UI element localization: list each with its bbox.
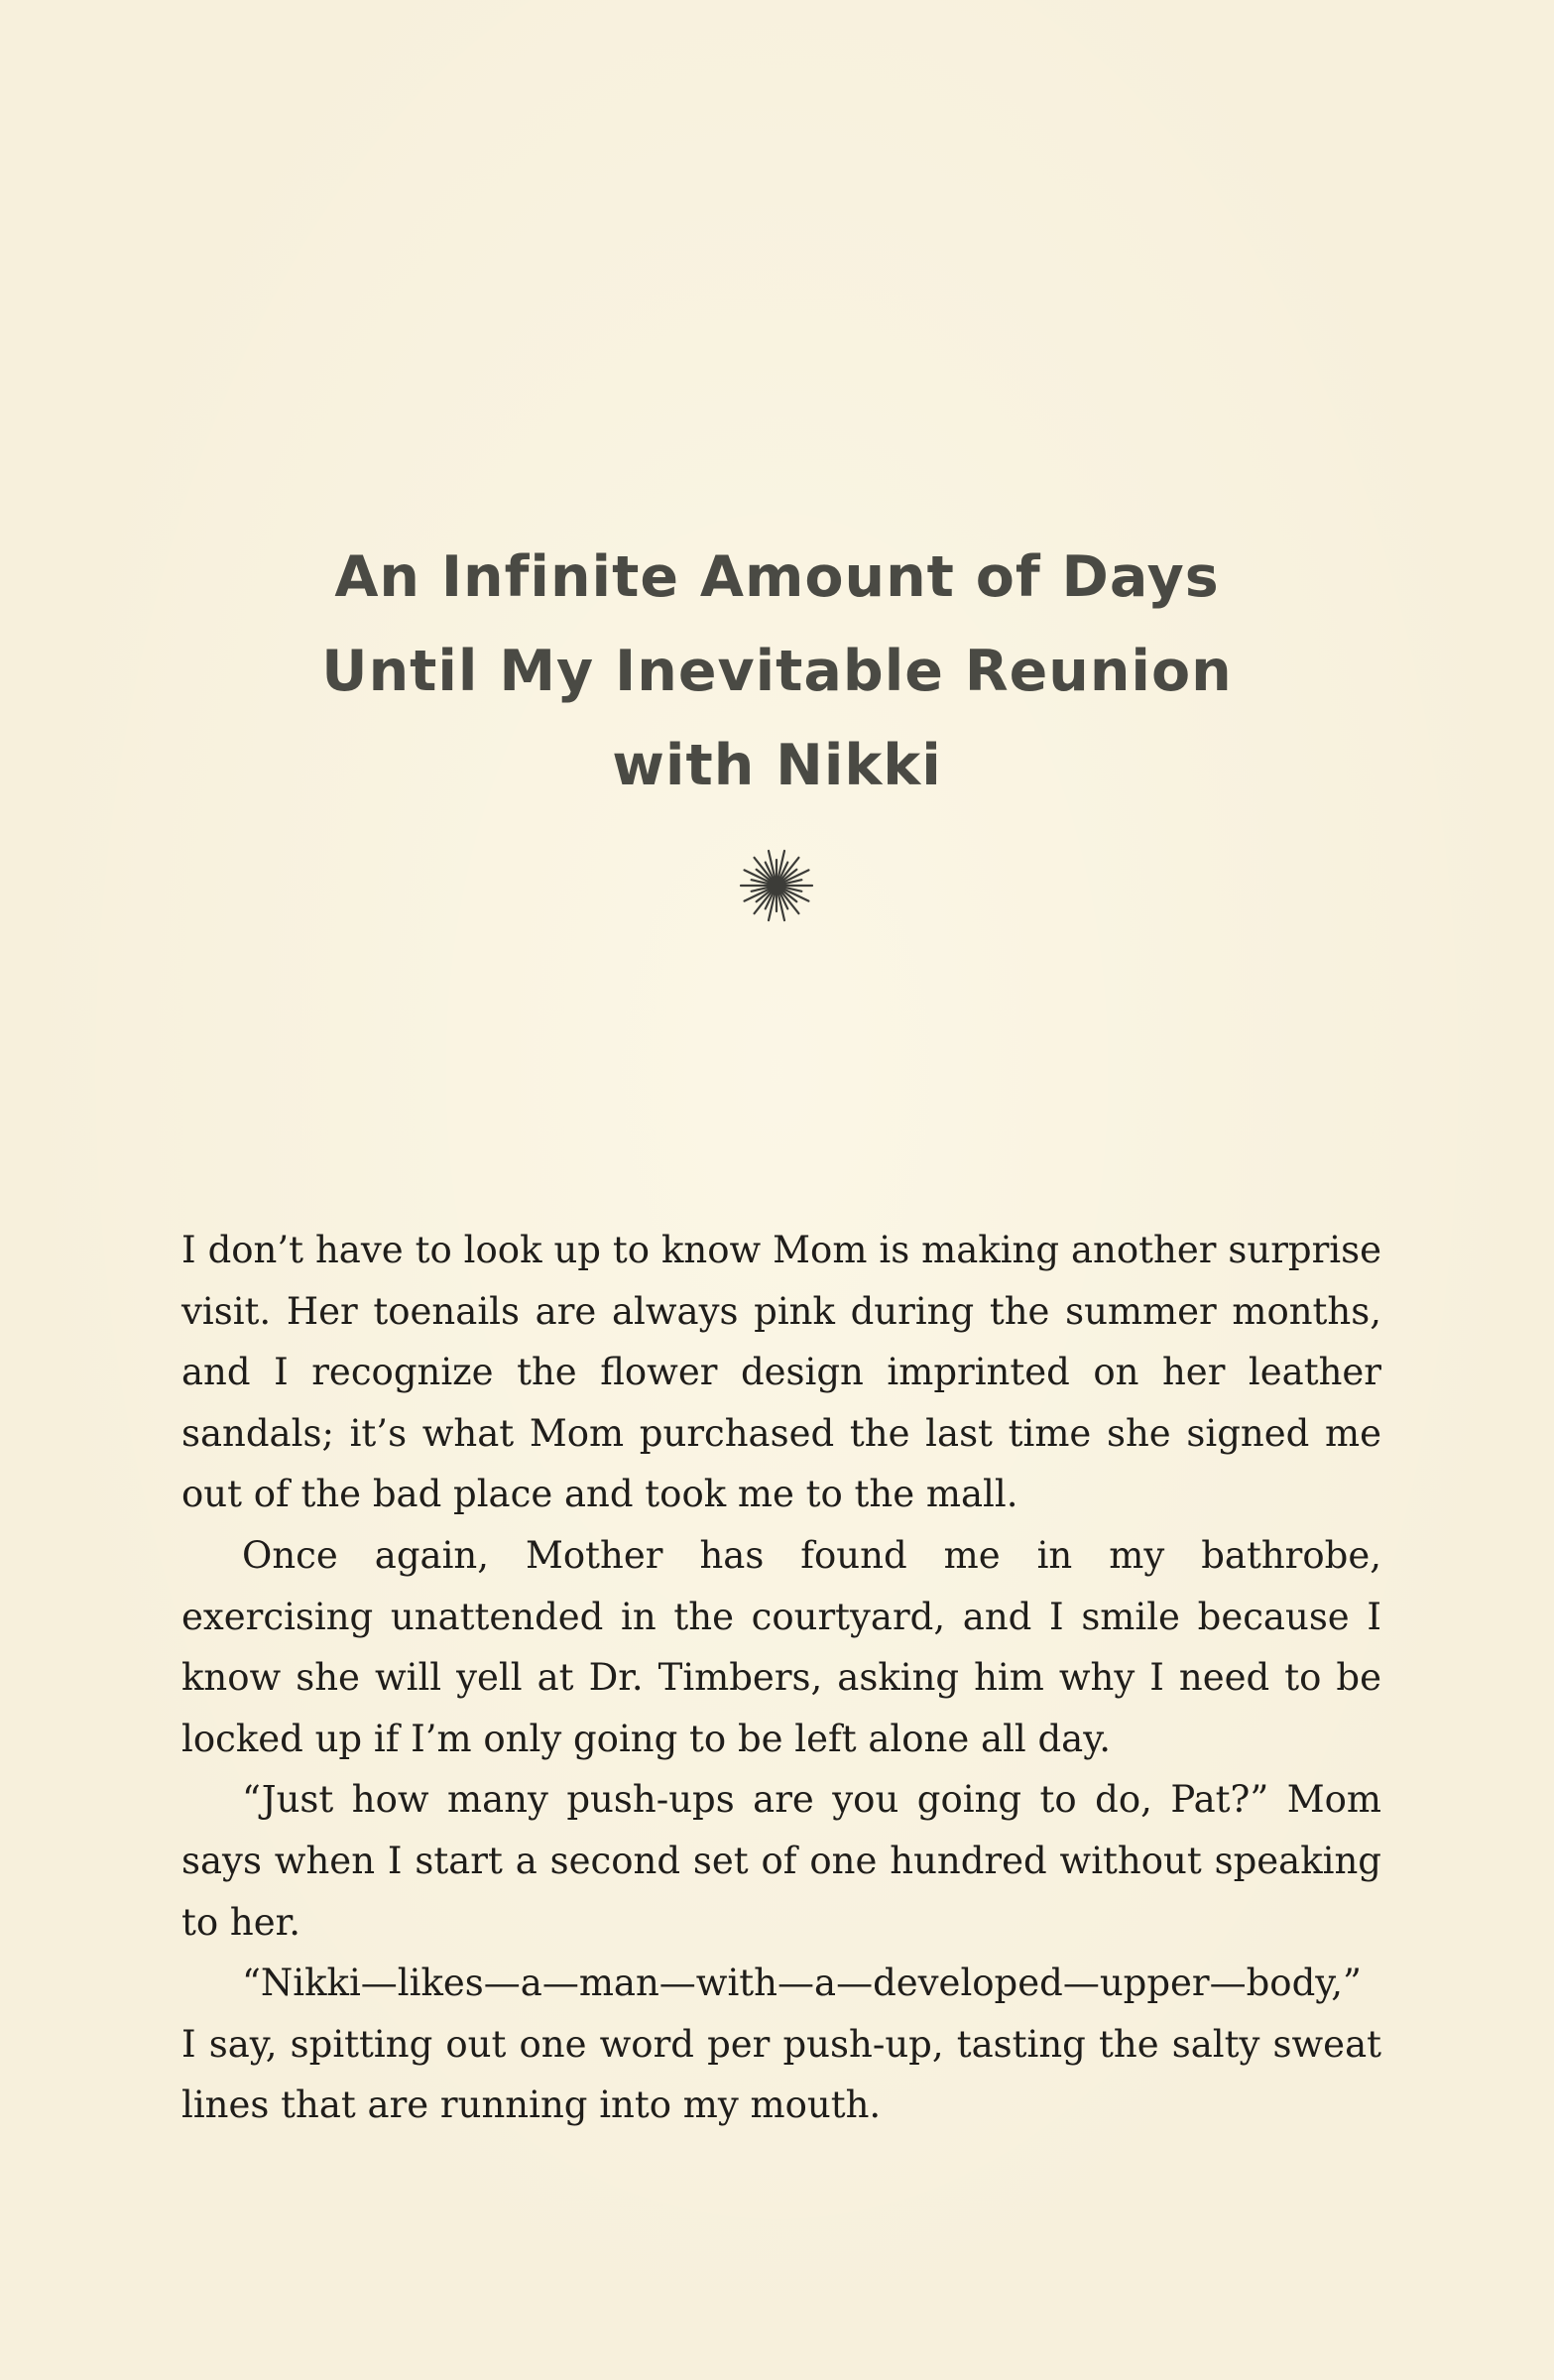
paragraph: “Nikki—likes—a—man—with—a—developed—upper—body,” I say, spitting out one word per push-up, tasting the salty sweat lines that are running into my mouth. bbox=[181, 1962, 1381, 2127]
chapter-title bbox=[0, 531, 1554, 813]
paragraph: Once again, Mother has found me in my bathrobe, exercising unattended in the courtyard, and I smile because I know she will yell at Dr. Timbers, asking him why I need to be locked up if I’m only going to be left alone all day. bbox=[181, 1533, 1381, 1760]
paragraph: I don’t have to look up to know Mom is making another surprise visit. Her toenails are always pink during the summer months, and I recognize the flower design imprinted on her leather sandals; it’s what Mom purchased the last time she signed me out of the bad place and took me to the mall. bbox=[181, 1229, 1381, 1516]
paragraph: “Just how many push-ups are you going to do, Pat?” Mom says when I start a second set of one hundred without speaking to her. bbox=[181, 1778, 1381, 1944]
body-text bbox=[181, 1220, 1381, 2136]
chapter-title-line-2: Until My Inevitable Reunion bbox=[321, 639, 1233, 704]
chapter-title-line-3: with Nikki bbox=[612, 733, 942, 798]
starburst-icon bbox=[737, 846, 816, 925]
chapter-title-line-1: An Infinite Amount of Days bbox=[334, 544, 1220, 610]
